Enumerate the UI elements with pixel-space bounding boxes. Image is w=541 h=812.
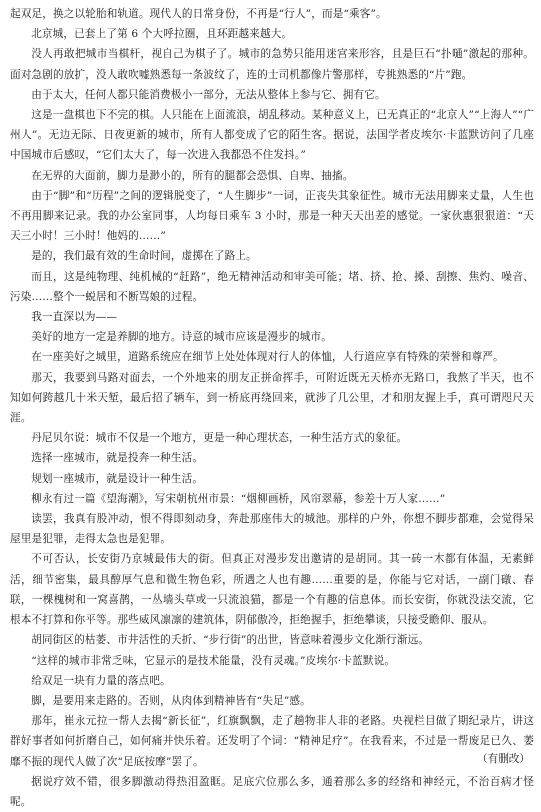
paragraph: 由于“脚”和“历程”之间的逻辑脱变了，“人生脚步”一词，正丧失其象征性。城市无法用脚来丈量，人生也不再用脚来记录。我的办公室同事，人均每日乘车 3 小时，那是一种天天出差的感觉。一家伙惠狠狠道：“天天三小时！三小时！他妈的……” bbox=[10, 189, 534, 243]
paragraph: 脚，是要用来走路的。否则，从肉体到精神皆有“失足”感。 bbox=[31, 694, 311, 707]
paragraph: 我一直深以为—— bbox=[31, 311, 118, 324]
paragraph: 没人再敢把城市当棋杆，视自己为棋子了。城市的急势只能用迷宫来形容，且是巨石“扑嗵”激起的那种。面对急剧的放扩，没人敢吹嘘熟悉每一条波纹了，连的士司机都像片警那样，专挑熟悉的“片”跑。 bbox=[10, 48, 534, 81]
paragraph: 不可否认，长安街乃京城最伟大的街。但真正对漫步发出邀请的是胡同。其一砖一木都有体温，无素鲜活，细节密集，最具醇厚气息和微生物色彩，所遇之人也有趣……重要的是，你能与它对话，一副门礅、春联，一棵槐树和一窝喜鹊，一丛墙头草或一只流浪猫，都是一个有趣的信息体。而长安街，你就没法交流，它根本不打算和你平等。那些威风凛凛的建筑体，阴郁傲冷，拒绝握手，拒绝攀谈，只接受瞻仰、服从。 bbox=[10, 553, 534, 627]
edit-note: （有删改） bbox=[477, 753, 530, 765]
paragraph: 在一座美好之城里，道路系统应在细节上处处体现对行人的体恤，人行道应享有特殊的荣誉和尊严。 bbox=[31, 351, 504, 364]
paragraph: 那年，崔永元拉一帮人去揭“新长征”，红旗飘飘，走了趟物非人非的老路。央视栏目做了期纪录片，讲这群好事者如何折磨自己，如何痛并快乐着。还发明了个词：“精神足疗”。在我看来，不过是一帮废足已久、萎靡不振的现代人做了次“足底按摩”罢了。 bbox=[10, 715, 534, 768]
paragraph: 柳永有过一篇《望海潮》，写宋朝杭州市景：“烟柳画桥，风帘翠幕，参差十万人家……” bbox=[31, 492, 446, 505]
paragraph: 丹尼贝尔说：城市不仅是一个地方，更是一种心理状态，一种生活方式的象征。 bbox=[31, 432, 408, 445]
paragraph: 那天，我要到马路对面去，一个外地来的朋友正拼命挥手，可附近既无天桥亦无路口，我熬了半天，也不知如何跨越几十米天堑，最后招了辆车，到一桥底再绕回来，就涉了几公里，才和朋友握上手，真可谓咫尺天涯。 bbox=[10, 371, 534, 425]
paragraph: 选择一座城市，就是投奔一种生活。 bbox=[31, 452, 204, 465]
paragraph: 在无界的大面前，脚力是渺小的，所有的腿都会恐惧、自卑、抽搐。 bbox=[31, 169, 354, 182]
paragraph: 读罢，我真有股冲动，恨不得即刻动身，奔赴那座伟大的城池。那样的户外，你想不脚步都难，会觉得呆屋里是犯罪，走得太急也是犯罪。 bbox=[10, 513, 534, 546]
paragraph: 规划一座城市，就是设计一种生活。 bbox=[31, 472, 204, 485]
paragraph: 胡同街区的枯萎、市井活性的夭折、“步行街”的出世，皆意味着漫步文化渐行渐远。 bbox=[31, 634, 430, 647]
paragraph: 由于太大，任何人都只能消费极小一部分，无法从整体上参与它、拥有它。 bbox=[31, 88, 386, 101]
paragraph: 这是一盘棋也下不完的棋。人只能在上面流浪，胡乱移动。某种意义上，已无真正的“北京人”“上海人”“广州人”。无边无际、日夜更新的城市，所有人都变成了它的陌生客。据说，法国学者皮埃尔·卡蓝默访问了几座中国城市后感叹，“它们太大了，每一次进入我都恐不住发抖。” bbox=[10, 109, 534, 162]
paragraph: 是的，我们最有效的生命时间，虚掷在了路上。 bbox=[31, 250, 257, 263]
paragraph: 给双足一块有力量的落点吧。 bbox=[31, 674, 171, 687]
paragraph: 据说疗效不错，很多脚激动得热泪盈眶。足底穴位那么多，通着那么多的经络和神经元，不治百病才怪呢。 bbox=[10, 775, 534, 808]
paragraph: 而且，这是纯物理、纯机械的“赶路”，绝无精神活动和审美可能；堵、挤、抢、搡、刮擦、焦灼、噪音、污染……整个一蜕居和不断骂娘的过程。 bbox=[10, 270, 534, 303]
article-page bbox=[10, 4, 534, 808]
paragraph: “这样的城市非常乏味，它显示的是技术能量，没有灵魂。”皮埃尔·卡蓝默说。 bbox=[31, 654, 396, 667]
paragraph: 美好的地方一定是养脚的地方。诗意的城市应该是漫步的城市。 bbox=[31, 331, 333, 344]
paragraph: 起双足，换之以轮胎和轨道。现代人的日常身份，不再是“行人”，而是“乘客”。 bbox=[10, 8, 387, 20]
paragraph: 北京城，已套上了第 6 个大呼拉圈，且环距越来越大。 bbox=[31, 28, 293, 41]
